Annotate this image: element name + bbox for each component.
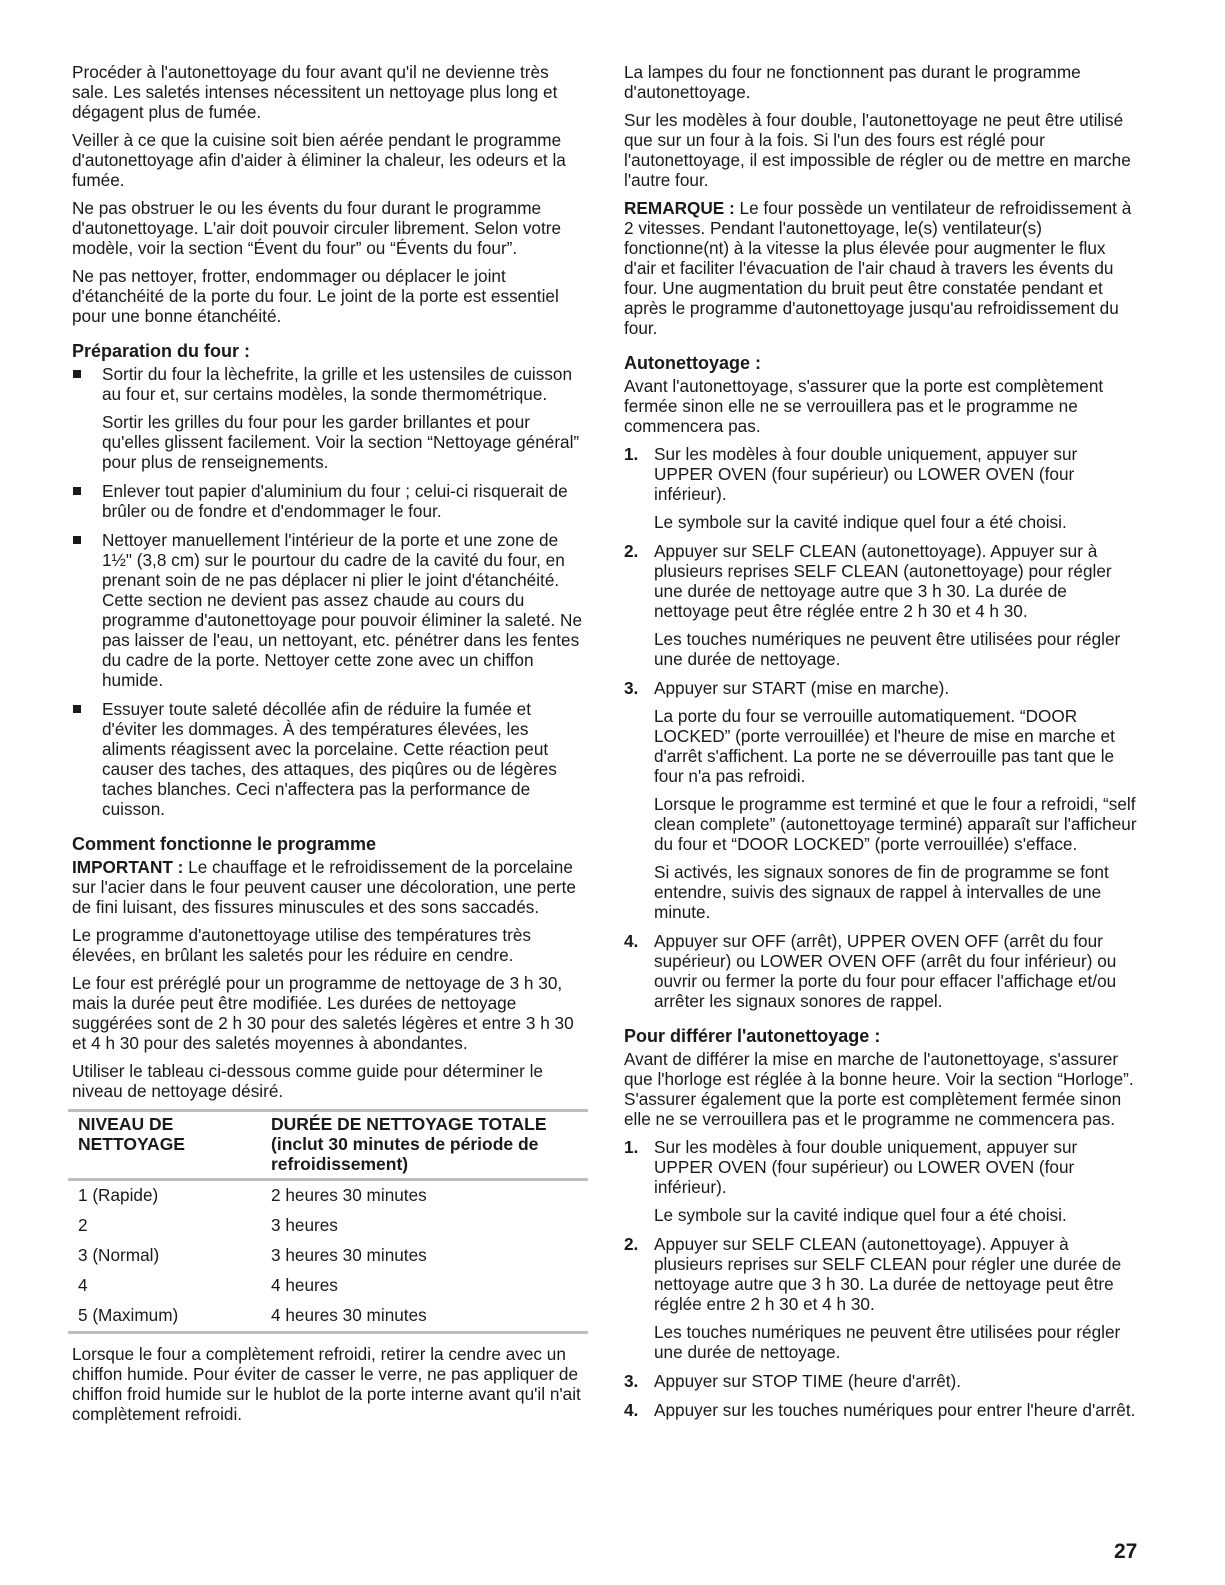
auto-heading: Autonettoyage : <box>624 353 761 373</box>
cleaning-level-table <box>68 1109 588 1334</box>
table-cell: 4 heures <box>271 1275 338 1295</box>
right-paragraph: Sur les modèles à four double, l'autonettoyage ne peut être utilisé que sur un four à la fois. Si l'un des fours est réglé pour l'autonettoyage, il est impossible de régler ou de mettre en marche l'autre four. <box>624 110 1131 190</box>
intro-paragraph: Veiller à ce que la cuisine soit bien aérée pendant le programme d'autonettoyage afin d'aider à éliminer la chaleur, les odeurs et la fumée. <box>72 130 566 190</box>
step-number: 4. <box>624 931 639 951</box>
step-item <box>624 931 1138 1011</box>
table-row <box>68 1241 588 1271</box>
table-cell: 2 <box>78 1215 88 1235</box>
step-item <box>624 678 1138 922</box>
step-item <box>624 1400 1138 1420</box>
step-number: 4. <box>624 1400 639 1420</box>
table-cell: 3 (Normal) <box>78 1245 160 1265</box>
auto-steps-list <box>624 444 1138 1011</box>
step-text: Lorsque le programme est terminé et que le four a refroidi, “self clean complete” (autonettoyage terminé) apparaît sur l'afficheur du four et “DOOR LOCKED” (porte verrouillée) s'efface. <box>654 794 1137 854</box>
table-cell: 4 <box>78 1275 88 1295</box>
table-cell: 2 heures 30 minutes <box>271 1185 427 1205</box>
list-item <box>72 530 586 690</box>
list-item-text: Nettoyer manuellement l'intérieur de la porte et une zone de 1½" (3,8 cm) sur le pourtour du cadre de la cavité du four, en prenant soin de ne pas déplacer ni plier le joint d'étanchéité. Cette section ne devient pas assez chaude au cours du programme d'autonettoyage pour pouvoir éliminer la saleté. Ne pas laisser de l'eau, un nettoyant, etc. pénétrer dans les fentes du cadre de la porte. Nettoyer cette zone avec un chiffon humide. <box>102 530 583 690</box>
remark-text: Le four possède un ventilateur de refroidissement à 2 vitesses. Pendant l'autonettoyage, le(s) ventilateur(s) fonctionne(nt) à la vitesse la plus élevée pour augmenter le flux d'air et faciliter l'évacuation de l'air chaud à travers les évents du four. Une augmentation du bruit peut être constatée pendant et après le programme d'autonettoyage jusqu'au refroidissement du four. <box>624 198 1132 338</box>
delay-heading: Pour différer l'autonettoyage : <box>624 1026 881 1046</box>
remark-label: REMARQUE : <box>624 198 735 218</box>
step-text: Les touches numériques ne peuvent être utilisées pour régler une durée de nettoyage. <box>654 1322 1121 1362</box>
step-item <box>624 444 1138 532</box>
step-text: Sur les modèles à four double uniquement, appuyer sur UPPER OVEN (four supérieur) ou LOWER OVEN (four inférieur). <box>654 1137 1078 1197</box>
table-row <box>68 1301 588 1333</box>
how-paragraph: Utiliser le tableau ci-dessous comme guide pour déterminer le niveau de nettoyage désiré. <box>72 1061 543 1101</box>
prep-heading: Préparation du four : <box>72 341 251 361</box>
step-number: 1. <box>624 444 639 464</box>
delay-intro: Avant de différer la mise en marche de l'autonettoyage, s'assurer que l'horloge est réglée à la bonne heure. Voir la section “Horloge”. S'assurer également que la porte est complètement fermée sinon elle ne se verrouillera pas et le programme ne commencera pas. <box>624 1049 1134 1129</box>
table-row <box>68 1211 588 1241</box>
how-paragraph: Le programme d'autonettoyage utilise des températures très élevées, en brûlant les saletés pour les réduire en cendre. <box>72 925 532 965</box>
how-paragraph: Le four est préréglé pour un programme de nettoyage de 3 h 30, mais la durée peut être modifiée. Les durées de nettoyage suggérées sont de 2 h 30 pour des saletés légères et entre 3 h 30 et 4 h 30 pour des saletés moyennes à abondantes. <box>72 973 574 1053</box>
how-heading: Comment fonctionne le programme <box>72 834 377 854</box>
step-number: 3. <box>624 1371 639 1391</box>
left-column <box>72 62 586 1432</box>
step-item <box>624 1234 1138 1362</box>
after-table-paragraph: Lorsque le four a complètement refroidi, retirer la cendre avec un chiffon humide. Pour éviter de casser le verre, ne pas appliquer de chiffon froid humide sur le hublot de la porte interne avant qu'il n'ait complètement refroidi. <box>72 1344 581 1424</box>
table-cell: 4 heures 30 minutes <box>261 1301 588 1333</box>
step-text: Appuyer sur SELF CLEAN (autonettoyage). Appuyer sur à plusieurs reprises SELF CLEAN (autonettoyage) pour régler une durée de nettoyage autre que 3 h 30. La durée de nettoyage peut être réglée entre 2 h 30 et 4 h 30. <box>654 541 1112 621</box>
right-paragraph: La lampes du four ne fonctionnent pas durant le programme d'autonettoyage. <box>624 62 1081 102</box>
table-cell: 1 (Rapide) <box>78 1185 159 1205</box>
step-text: Les touches numériques ne peuvent être utilisées pour régler une durée de nettoyage. <box>654 629 1121 669</box>
page-number: 27 <box>1114 1540 1138 1563</box>
list-item-text: Sortir du four la lèchefrite, la grille et les ustensiles de cuisson au four et, sur certains modèles, la sonde thermométrique. <box>102 364 573 404</box>
important-text: Le chauffage et le refroidissement de la porcelaine sur l'acier dans le four peuvent causer une décoloration, une perte de fini luisant, des fissures minuscules et des sons saccadés. <box>72 857 576 917</box>
step-text: Le symbole sur la cavité indique quel four a été choisi. <box>654 1205 1067 1225</box>
step-text: Appuyer sur OFF (arrêt), UPPER OVEN OFF (arrêt du four supérieur) ou LOWER OVEN OFF (arrêt du four inférieur) ou ouvrir ou fermer la porte du four pour effacer l'affichage et/ou arrêter les signaux sonores de rappel. <box>654 931 1117 1011</box>
step-number: 2. <box>624 541 639 561</box>
step-number: 2. <box>624 1234 639 1254</box>
list-item-text: Enlever tout papier d'aluminium du four ; celui-ci risquerait de brûler ou de fondre et d'endommager le four. <box>102 481 568 521</box>
step-text: La porte du four se verrouille automatiquement. “DOOR LOCKED” (porte verrouillée) et l'heure de mise en marche et d'arrêt s'affichent. La porte ne se déverrouille pas tant que le four n'a pas refroidi. <box>654 706 1115 786</box>
table-cell: 5 (Maximum) <box>68 1301 261 1333</box>
list-item-text: Essuyer toute saleté décollée afin de réduire la fumée et d'éviter les dommages. À des températures élevées, les aliments réagissent avec la porcelaine. Cette réaction peut causer des taches, des attaques, des piqûres ou de légères taches blanches. Ceci n'affectera pas la performance de cuisson. <box>102 699 557 819</box>
table-header-duration: DURÉE DE NETTOYAGE TOTALE (inclut 30 minutes de période de refroidissement) <box>271 1114 547 1174</box>
list-item <box>72 699 586 819</box>
remark-paragraph <box>624 198 1138 338</box>
list-item <box>72 364 586 472</box>
step-text: Appuyer sur SELF CLEAN (autonettoyage). Appuyer à plusieurs reprises sur SELF CLEAN pour régler une durée de nettoyage autre que 3 h 30. La durée de nettoyage peut être réglée entre 2 h 30 et 4 h 30. <box>654 1234 1122 1314</box>
auto-intro: Avant l'autonettoyage, s'assurer que la porte est complètement fermée sinon elle ne se verrouillera pas et le programme ne commencera pas. <box>624 376 1104 436</box>
table-header-level: NIVEAU DE NETTOYAGE <box>78 1114 185 1154</box>
table-row <box>68 1180 588 1212</box>
delay-steps-list <box>624 1137 1138 1420</box>
intro-paragraph: Procéder à l'autonettoyage du four avant qu'il ne devienne très sale. Les saletés intenses nécessitent un nettoyage plus long et dégagent plus de fumée. <box>72 62 558 122</box>
right-column <box>624 62 1138 1429</box>
table-cell: 3 heures <box>271 1215 338 1235</box>
step-text: Appuyer sur STOP TIME (heure d'arrêt). <box>654 1371 962 1391</box>
step-text: Si activés, les signaux sonores de fin de programme se font entendre, suivis des signaux de rappel à intervalles de une minute. <box>654 862 1109 922</box>
step-item <box>624 541 1138 669</box>
table-header-row <box>68 1111 588 1180</box>
table-row <box>68 1271 588 1301</box>
step-number: 3. <box>624 678 639 698</box>
step-text: Le symbole sur la cavité indique quel four a été choisi. <box>654 512 1067 532</box>
step-text: Appuyer sur les touches numériques pour entrer l'heure d'arrêt. <box>654 1400 1136 1420</box>
intro-paragraph: Ne pas nettoyer, frotter, endommager ou déplacer le joint d'étanchéité de la porte du four. Le joint de la porte est essentiel pour une bonne étanchéité. <box>72 266 559 326</box>
step-text: Appuyer sur START (mise en marche). <box>654 678 950 698</box>
prep-list <box>72 364 586 819</box>
important-paragraph <box>72 857 586 917</box>
table-cell: 3 heures 30 minutes <box>271 1245 427 1265</box>
intro-paragraph: Ne pas obstruer le ou les évents du four durant le programme d'autonettoyage. L'air doit pouvoir circuler librement. Selon votre modèle, voir la section “Évent du four” ou “Évents du four”. <box>72 198 562 258</box>
list-item <box>72 481 586 521</box>
step-item <box>624 1371 1138 1391</box>
step-text: Sur les modèles à four double uniquement, appuyer sur UPPER OVEN (four supérieur) ou LOWER OVEN (four inférieur). <box>654 444 1078 504</box>
step-number: 1. <box>624 1137 639 1157</box>
important-label: IMPORTANT : <box>72 857 184 877</box>
step-item <box>624 1137 1138 1225</box>
list-item-text: Sortir les grilles du four pour les garder brillantes et pour qu'elles glissent facilement. Voir la section “Nettoyage général” pour plus de renseignements. <box>102 412 580 472</box>
